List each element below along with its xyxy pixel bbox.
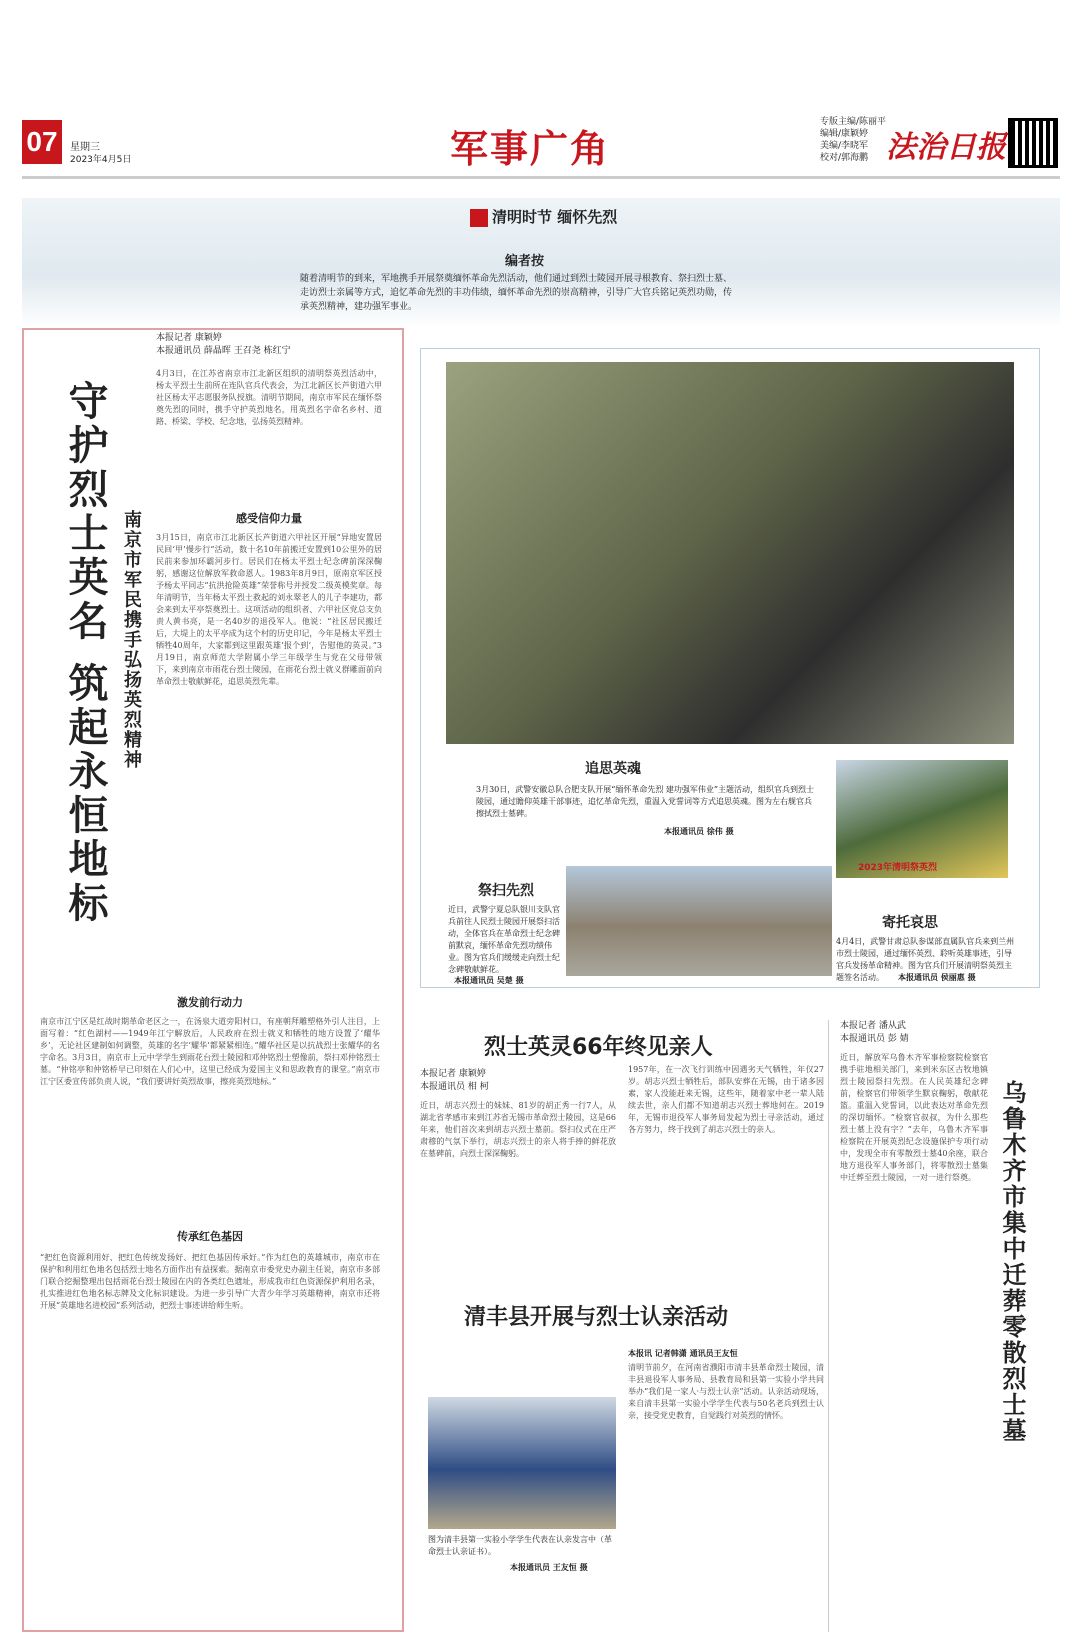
credit-line: 美编/李晓军 <box>820 141 869 151</box>
photo-title: 追思英魂 <box>585 761 641 777</box>
photo-caption: 近日，武警宁夏总队银川支队官兵前往人民烈士陵园开展祭扫活动，全体官兵在革命烈士纪念碑前默哀，缅怀革命先烈功绩伟业。图为官兵们缓缓走向烈士纪念碑敬献鲜花。 <box>448 905 560 974</box>
paper-logo: 法治日报 <box>886 130 1006 165</box>
section-body: “把红色资源利用好、把红色传统发扬好、把红色基因传承好。”作为红色的英雄城市，南京市在保护和利用红色地名包括烈士地名方面作出有益探索。据南京市委党史办副主任说，南京市多部门联合挖掘整理出包括雨花台烈士陵园在内的各类红色遗址，形成我市红色资源保护利用名录，扎实推进红色地名标志牌及文化标识建设。为进一步引导广大青少年学习英雄精神，南京市还将开展“英雄地名进校园”系列活动，把烈士事迹讲给师生听。 <box>40 1253 380 1310</box>
flag-icon <box>470 209 488 227</box>
section-heading: 传承红色基因 <box>177 1230 243 1243</box>
credit-line: 编辑/康颖婷 <box>820 129 869 139</box>
section-title: 军事广角 <box>450 127 611 171</box>
byline-line: 本报记者 康颖婷 <box>156 333 222 343</box>
banner-title-text: 清明时节 缅怀先烈 <box>492 208 618 226</box>
article-byline <box>420 1068 489 1094</box>
article-title: 烈士英灵66年终见亲人 <box>484 1035 713 1060</box>
editor-note-heading: 编者按 <box>505 254 545 269</box>
section-heading: 激发前行动力 <box>177 996 243 1009</box>
photo-soldiers-cleaning-tombstone <box>446 362 1014 744</box>
photo-caption: 3月30日，武警安徽总队合肥支队开展“缅怀革命先烈 建功强军伟业”主题活动，组织官兵到烈士陵园，通过瞻仰英雄干部事迹，追忆革命先烈，重温入党誓词等方式追思英魂。图为左右舰官兵擦拭烈士墓碑。 <box>476 785 814 818</box>
article-body: 近日，解放军乌鲁木齐军事检察院检察官携手驻地相关部门，来到米东区古牧地镇烈士陵园祭扫先烈。在人民英雄纪念碑前，检察官们带领学生默哀鞠躬，敬献花篮。重温入党誓词，以此表达对革命先烈的深切缅怀。“检察官叔叔，为什么那些烈士墓上没有字？”去年，乌鲁木齐军事检察院在开展英烈纪念设施保护专项行动中，发现全市有零散烈士墓40余座，联合地方退役军人事务部门，将零散烈士墓集中迁葬至烈士陵园，一对一进行祭奠。 <box>840 1053 988 1182</box>
banner-text: 2023年清明祭英烈 <box>858 863 938 873</box>
photo-title: 祭扫先烈 <box>478 883 534 899</box>
section-body: 3月15日，南京市江北新区长芦街道六甲社区开展“异地安置居民回‘甲’慢步行”活动，数十名10年前搬迁安置到10公里外的居民前来参加环霸河步行。居民们在杨太平烈士纪念碑前深深鞠躬，感谢这位解放军救命恩人。1983年8月9日，原南京军区授予杨太平同志“抗洪抢险英雄”荣誉称号并授发二级英模奖章。每年清明节，当年杨太平烈士救起的刘永翠老人的儿子李建功，都会来到太平亭祭奠烈士。这项活动的组织者、六甲社区党总支负责人黄书亮，是一名40岁的退役军人。他说：“社区居民搬迁后，大堤上的太平亭成为这个村的历史印记，今年是杨太平烈士牺牲40周年，大家都到这里跟英雄‘报个到’，告慰他的英灵。”3月19日，南京师范大学附属小学三年级学生与党在父母带领下，来到南京市雨花台烈士陵园，在雨花台烈士就义群雕面前向革命烈士敬献鲜花，追思英烈先辈。 <box>156 533 382 686</box>
article-title: 清丰县开展与烈士认亲活动 <box>464 1305 729 1330</box>
photo-credit: 本报通讯员 吴楚 摄 <box>454 976 524 985</box>
byline-line: 本报通讯员 薛晶晖 王召尧 栋红宁 <box>156 346 291 356</box>
editor-note: 随着清明节的到来，军地携手开展祭奠缅怀革命先烈活动，他们通过到烈士陵园开展寻根教育、祭扫烈士墓、走访烈士亲属等方式，追忆革命先烈的丰功伟绩，缅怀革命先烈的崇高精神，引导广大官兵铭记英烈功勋，传承英烈精神，建功强军事业。 <box>300 274 733 312</box>
byline-line: 本报通讯员 相 柯 <box>420 1082 489 1092</box>
credit-line: 校对/郭海鹏 <box>820 153 869 163</box>
byline-line: 本报记者 康颖婷 <box>420 1069 486 1079</box>
credits <box>820 116 886 164</box>
byline-line: 本报记者 潘从武 <box>840 1021 906 1031</box>
main-article-byline <box>156 332 291 358</box>
main-article-intro: 4月3日，在江苏省南京市江北新区组织的清明祭英烈活动中，杨太平烈士生前所在连队官兵代表会，为江北新区长芦街道六甲社区杨太平志愿服务队授旗。清明节期间，南京市军民在缅怀祭奠先烈的同时，携手守护英烈地名，用英烈名字命名乡村、道路、桥梁、学校、纪念地，弘扬英烈精神。 <box>156 369 382 426</box>
photo-caption: 图为清丰县第一实验小学学生代表在认亲发言中（革命烈士认亲证书）。 <box>428 1535 612 1556</box>
photo-soldiers-marching <box>566 866 832 976</box>
article-byline <box>840 1020 909 1046</box>
article-body: 清明节前夕，在河南省濮阳市清丰县革命烈士陵园，清丰县退役军人事务局、县教育局和县第一实验小学共同举办“我们是一家人·与烈士认亲”活动。认亲活动现场，来自清丰县第一实验小学学生代表与50名老兵到烈士认亲，接受党史教育，自觉践行对英烈的情怀。 <box>628 1363 824 1420</box>
photo-students-ceremony <box>428 1397 616 1529</box>
main-article-subtitle: 南京市军民携手弘扬英烈精神 <box>121 510 142 770</box>
weekday: 星期三 <box>70 142 100 153</box>
article-body: 1957年，在一次飞行训练中因遇劣天气牺牲，年仅27岁。胡志兴烈士牺牲后，部队安葬在无锡，由于诸多因素，家人没能赶来无锡，这些年，随着家中老一辈人陆续去世，亲人们都不知道胡志兴烈士葬地何在。2019年，无锡市退役军人事务局发起为烈士寻亲活动，通过各方努力，终于找到了胡志兴烈士的亲人。 <box>628 1065 824 1134</box>
article-byline: 本报讯 记者韩潇 通讯员王友恒 <box>628 1349 738 1358</box>
photo-title: 寄托哀思 <box>882 915 938 931</box>
photo-credit: 本报通讯员 王友恒 摄 <box>510 1563 588 1572</box>
page-number: 07 <box>22 120 62 164</box>
section-body: 南京市江宁区是红战时期革命老区之一，在汤泉大道旁阳村口，有座朝拜雕塑格外引人注目，上面写着：“红色湖村——1949年江宁解放后，人民政府在烈士就义和牺牲的地方设置了‘耀华乡’，无论社区建制如何调整，英雄的名字‘耀华’都紧紧相连。”耀华社区是以抗战烈士张耀华的名字命名。3月3日，南京市上元中学学生到雨花台烈士陵园和邓仲铭烈士塑像前，祭扫邓仲铭烈士墓。“仲铭亭和仲铭桥早已印刻在人们心中，这里已经成为爱国主义和思政教育的课堂。”南京市江宁区委宣传部负责人说，“我们要讲好英烈故事，擦亮英烈地标。” <box>40 1017 380 1086</box>
main-article-title: 守护烈士英名 筑起永恒地标 <box>62 380 108 926</box>
banner-title <box>470 206 617 227</box>
photo-caption: 4月4日，武警甘肃总队参谋部直属队官兵来到兰州市烈士陵园，通过缅怀英烈、聆听英雄事迹，引导官兵发扬革命精神。图为官兵们开展清明祭英烈主题签名活动。 <box>836 937 1015 982</box>
column-divider <box>828 1020 829 1632</box>
photo-credit: 本报通讯员 侯丽惠 摄 <box>898 973 976 982</box>
credit-line: 专版主编/陈丽平 <box>820 117 887 127</box>
qr-code-icon <box>1008 118 1058 168</box>
article-title: 乌鲁木齐市集中迁葬零散烈士墓 <box>998 1080 1026 1444</box>
byline-line: 本报通讯员 彭 婧 <box>840 1034 909 1044</box>
header-divider <box>22 176 1060 179</box>
photo-credit: 本报通讯员 徐伟 摄 <box>664 827 734 836</box>
section-heading: 感受信仰力量 <box>236 512 302 525</box>
issue-date: 2023年4月5日 <box>70 155 132 165</box>
article-body: 近日，胡志兴烈士的妹妹、81岁的胡正秀一行7人，从湖北省孝感市来到江苏省无锡市革命烈士陵园，这是66年来，他们首次来到胡志兴烈士墓前。祭扫仪式在庄严肃穆的气氛下举行，胡志兴烈士的亲人将手捧的鲜花放在墓碑前，向烈士深深鞠躬。 <box>420 1101 616 1158</box>
